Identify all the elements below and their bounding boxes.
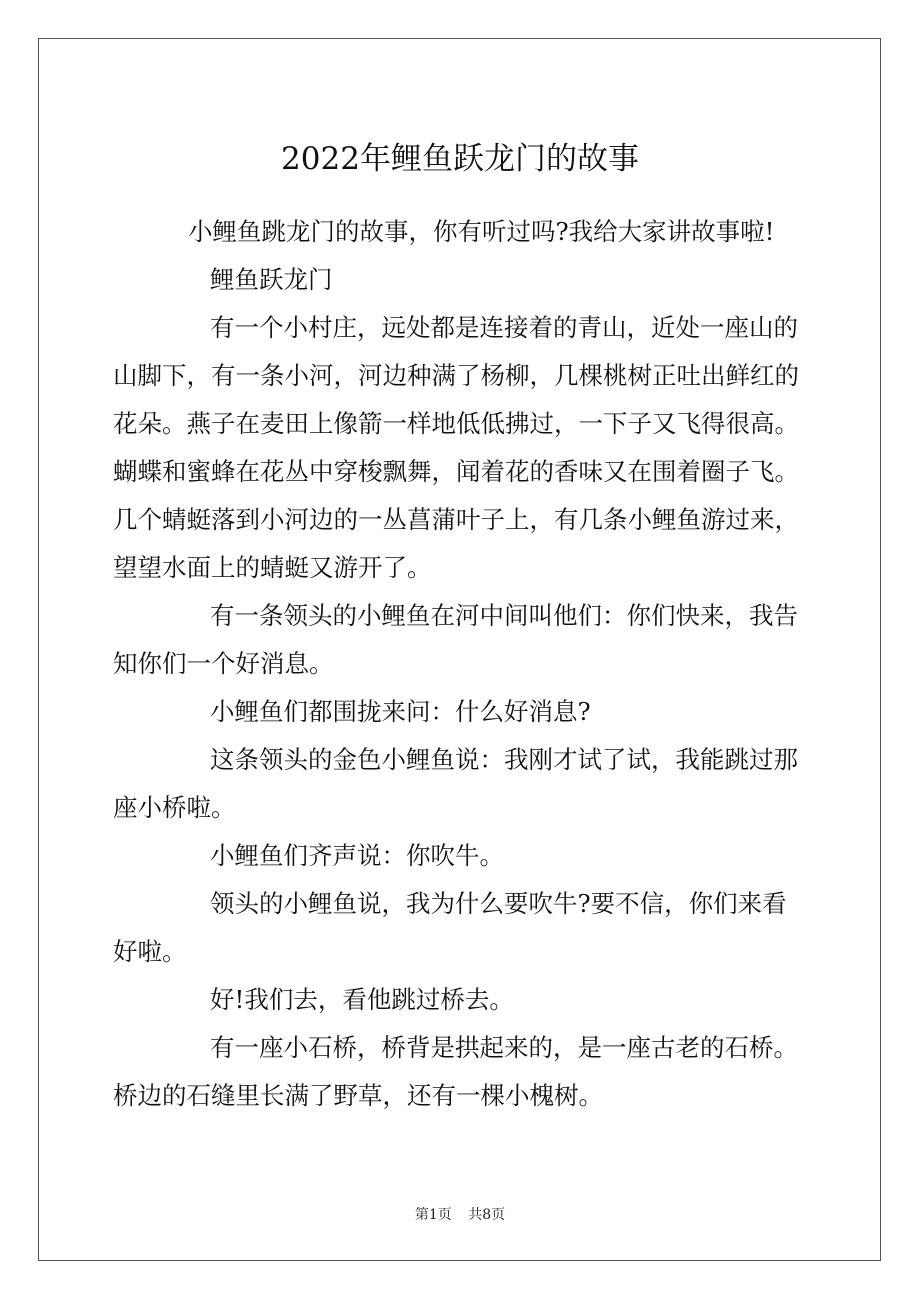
paragraph-line: 有一条领头的小鲤鱼在河中间叫他们：你们快来，我告 xyxy=(210,601,798,630)
paragraph xyxy=(113,688,813,736)
paragraph xyxy=(113,304,813,592)
paragraph xyxy=(113,208,813,256)
paragraph-line: 这条领头的金色小鲤鱼说：我刚才试了试，我能跳过那 xyxy=(210,745,798,774)
paragraph-line: 有一座小石桥，桥背是拱起来的，是一座古老的石桥。 xyxy=(210,1033,798,1062)
paragraph-line: 山脚下，有一条小河，河边种满了杨柳，几棵桃树正吐出鲜红的 xyxy=(113,361,799,390)
paragraph-line: 小鲤鱼们都围拢来问：什么好消息? xyxy=(210,697,591,726)
paragraph-line: 知你们一个好消息。 xyxy=(113,649,334,678)
page-number: 第1页 xyxy=(414,1207,452,1223)
paragraph xyxy=(113,976,813,1024)
paragraph-line: 蝴蝶和蜜蜂在花丛中穿梭飘舞，闻着花的香味又在围着圈子飞。 xyxy=(113,457,799,486)
paragraph xyxy=(113,736,813,832)
paragraph-line: 几个蜻蜓落到小河边的一丛菖蒲叶子上，有几条小鲤鱼游过来， xyxy=(113,505,799,534)
paragraph xyxy=(113,1024,813,1120)
paragraph xyxy=(113,832,813,880)
page-footer xyxy=(0,1205,920,1225)
paragraph-line: 座小桥啦。 xyxy=(113,793,236,822)
paragraph xyxy=(113,880,813,976)
paragraph-line: 花朵。燕子在麦田上像箭一样地低低拂过，一下子又飞得很高。 xyxy=(113,409,799,438)
document-title: 2022年鲤鱼跃龙门的故事 xyxy=(281,140,639,177)
paragraph-line: 鲤鱼跃龙门 xyxy=(210,265,333,294)
paragraph-line: 好!我们去，看他跳过桥去。 xyxy=(210,985,514,1014)
paragraph xyxy=(113,592,813,688)
paragraph-line: 好啦。 xyxy=(113,937,187,966)
paragraph xyxy=(113,256,813,304)
paragraph-line: 领头的小鲤鱼说，我为什么要吹牛?要不信，你们来看 xyxy=(210,889,787,918)
paragraph-line: 桥边的石缝里长满了野草，还有一棵小槐树。 xyxy=(113,1081,603,1110)
paragraph-line: 小鲤鱼们齐声说：你吹牛。 xyxy=(210,841,504,870)
paragraph-line: 有一个小村庄，远处都是连接着的青山，近处一座山的 xyxy=(210,313,798,342)
document-body xyxy=(113,208,813,1120)
paragraph-line: 望望水面上的蜻蜓又游开了。 xyxy=(113,553,432,582)
page-total: 共8页 xyxy=(468,1207,506,1223)
paragraph-line: 小鲤鱼跳龙门的故事，你有听过吗?我给大家讲故事啦! xyxy=(188,217,775,246)
